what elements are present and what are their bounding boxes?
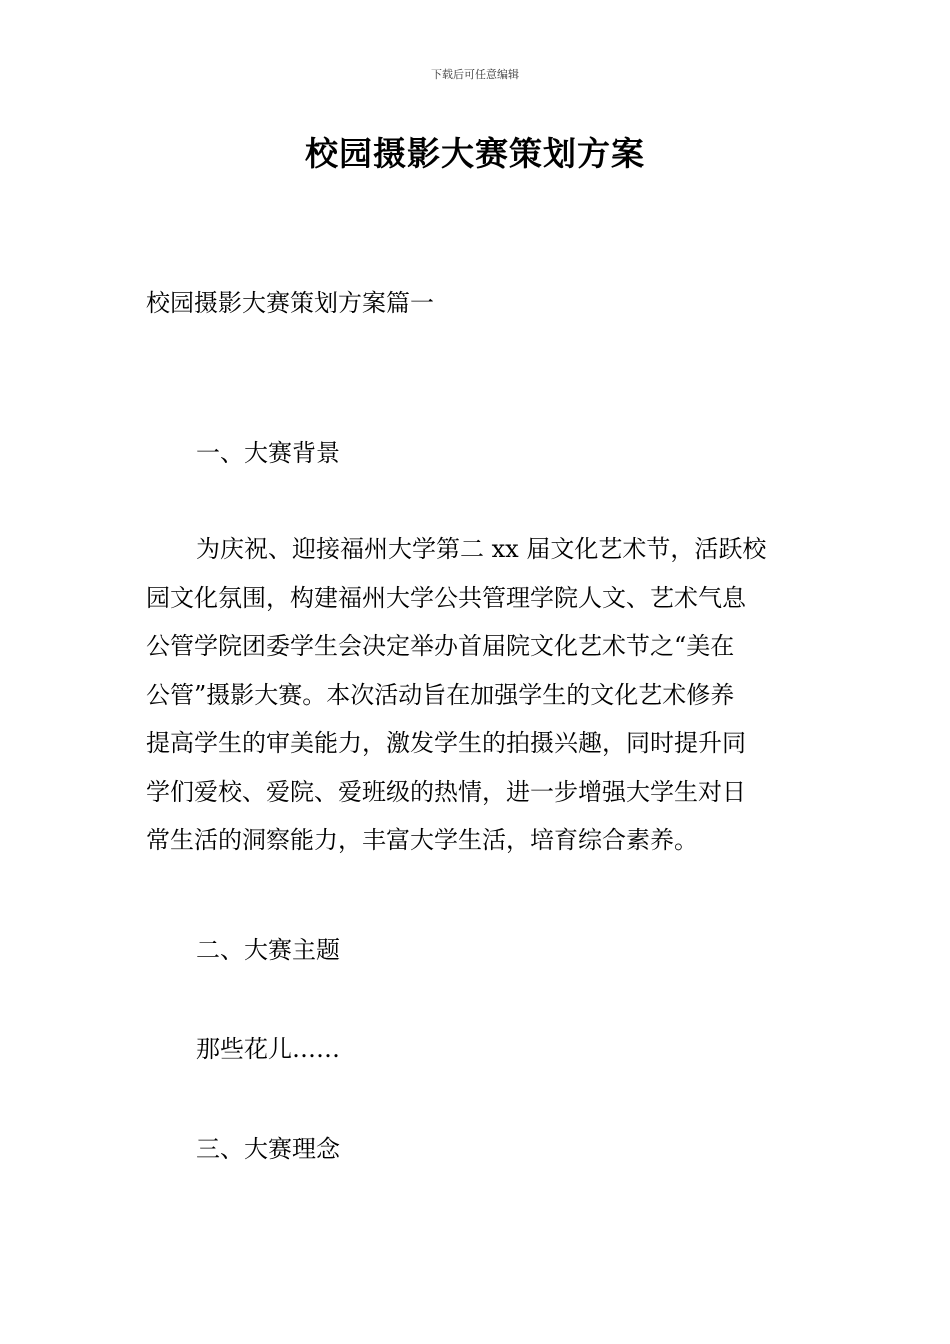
- paragraph-line: 常生活的洞察能力，丰富大学生活，培育综合素养。: [146, 826, 698, 854]
- document-title: 校园摄影大赛策划方案: [305, 134, 645, 173]
- header-note: 下载后可任意编辑: [431, 68, 519, 81]
- document-subtitle: 校园摄影大赛策划方案篇一: [146, 289, 434, 317]
- background-paragraph: [146, 531, 806, 871]
- paragraph-line: 为庆祝、迎接福州大学第二 xx 届文化艺术节，活跃校: [196, 535, 767, 563]
- paragraph-line: 园文化氛围，构建福州大学公共管理学院人文、艺术气息: [146, 583, 746, 612]
- paragraph-line: 学们爱校、爱院、爱班级的热情，进一步增强大学生对日: [146, 777, 746, 806]
- paragraph-line: 公管学院团委学生会决定举办首届院文化艺术节之“美在: [146, 632, 735, 660]
- section-heading-background: 一、大赛背景: [196, 439, 340, 467]
- section-heading-concept: 三、大赛理念: [196, 1135, 340, 1163]
- paragraph-line: 提高学生的审美能力，激发学生的拍摄兴趣，同时提升同: [146, 729, 746, 757]
- section-heading-theme: 二、大赛主题: [196, 936, 340, 964]
- theme-text: 那些花儿……: [196, 1035, 340, 1063]
- paragraph-line: 公管”摄影大赛。本次活动旨在加强学生的文化艺术修养: [146, 680, 735, 709]
